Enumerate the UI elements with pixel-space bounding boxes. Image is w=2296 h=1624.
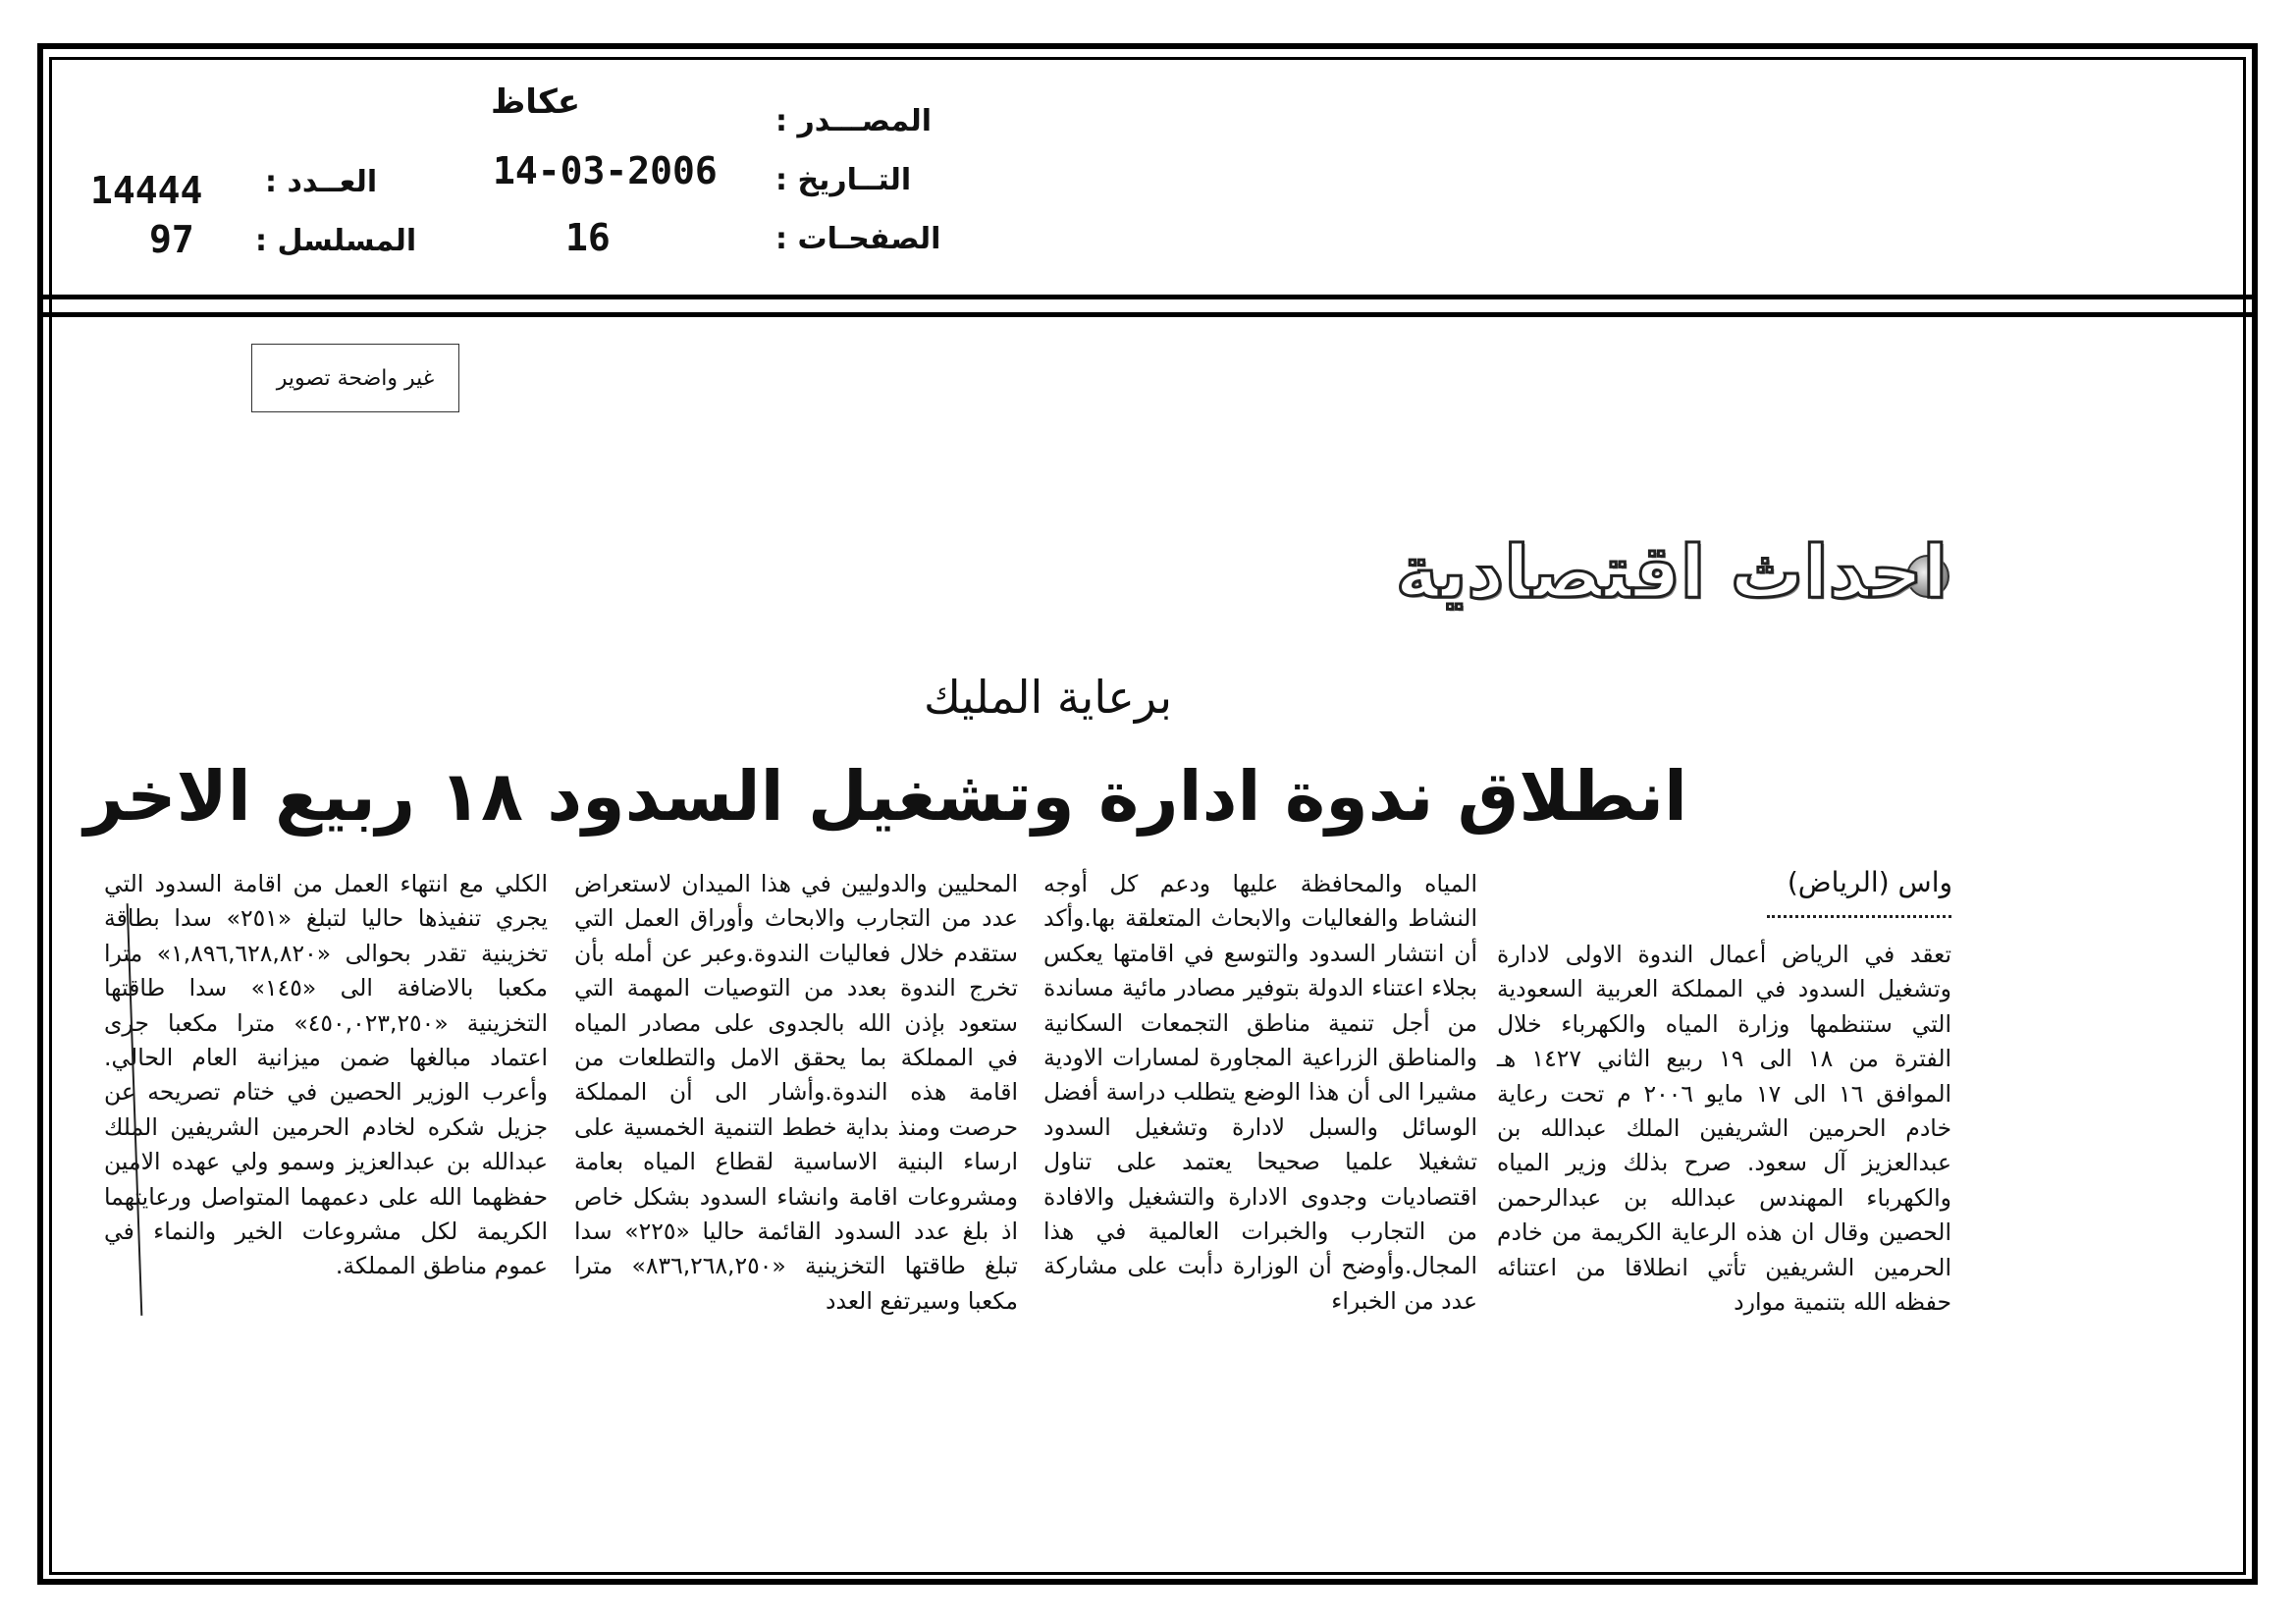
issue-value: 14444: [90, 169, 203, 212]
pages-value: 16: [565, 216, 611, 259]
article-column-1: [1497, 938, 1951, 1320]
section-title: احداث اقتصادية: [1395, 530, 1948, 615]
article-column-3: [574, 867, 1018, 1319]
article-kicker: برعاية المليك: [924, 671, 1172, 724]
pages-label: الصفحـات :: [775, 222, 941, 256]
serial-value: 97: [149, 218, 194, 261]
issue-label: العــدد :: [265, 165, 378, 199]
unclear-copy-stamp: غير واضحة تصوير: [251, 344, 459, 412]
article-column-2: [1043, 867, 1477, 1319]
column-1-text: تعقد في الرياض أعمال الندوة الاولى لادارة وتشغيل السدود في المملكة العربية السعودية التي ستنظمها وزارة المياه والكهرباء خلال الفترة من ١٨ الى ١٩ ربيع الثاني ١٤٢٧ هـ الموافق ١٦ الى ١٧ مايو ٢٠٠٦ م تحت رعاية خادم الحرمين الشريفين الملك عبدالله بن عبدالعزيز آل سعود. صرح بذلك وزير المياه والكهرباء المهندس عبدالله بن عبدالرحمن الحصين وقال ان هذه الرعاية الكريمة من خادم الحرمين الشريفين تأتي انطلاقا من اعتنائه حفظه الله بتنمية موارد: [1497, 941, 1952, 1317]
serial-label: المسلسل :: [255, 224, 417, 258]
date-value: 14-03-2006: [493, 149, 718, 192]
source-value: عكاظ: [491, 82, 581, 122]
header-divider-second: [37, 312, 2258, 317]
article-column-4: [104, 867, 548, 1284]
date-label: التــاريخ :: [775, 163, 912, 197]
column-3-text: المحليين والدوليين في هذا الميدان لاستعراض عدد من التجارب والابحاث وأوراق العمل التي ستقدم خلال فعاليات الندوة.وعبر عن أمله بأن تخرج الندوة بعدد من التوصيات المهمة التي ستعود بإذن الله بالجدوى على مصادر المياه في المملكة بما يحقق الامل والتطلعات من اقامة هذه الندوة.وأشار الى أن المملكة حرصت ومنذ بداية خطط التنمية الخمسية على ارساء البنية الاساسية لقطاع المياه بعامة ومشروعات اقامة وانشاء السدود بشكل خاص اذ بلغ عدد السدود القائمة حاليا «٢٢٥» سدا تبلغ طاقتها التخزينية «٨٣٦,٢٦٨,٢٥٠» مترا مكعبا وسيرتفع العدد: [574, 870, 1018, 1315]
article-headline: انطلاق ندوة ادارة وتشغيل السدود ١٨ ربيع الاخر: [83, 756, 1687, 837]
column-4-text: الكلي مع انتهاء العمل من اقامة السدود التي يجري تنفيذها حاليا لتبلغ «٢٥١» سدا بطاقة تخزينية تقدر بحوالى «١,٨٩٦,٦٢٨,٨٢٠» مترا مكعبا بالاضافة الى «١٤٥» سدا طاقتها التخزينية «٤٥٠,٠٢٣,٢٥٠» مترا مكعبا جرى اعتماد مبالغها ضمن ميزانية العام الحالي. وأعرب الوزير الحصين في ختام تصريحه عن جزيل شكره لخادم الحرمين الشريفين الملك عبدالله بن عبدالعزيز وسمو ولي عهده الامين حفظهما الله على دعمهما المتواصل ورعايتهما الكريمة لكل مشروعات الخير والنماء في عموم مناطق المملكة.: [104, 870, 548, 1280]
column-2-text: المياه والمحافظة عليها ودعم كل أوجه النشاط والفعاليات والابحاث المتعلقة بها.وأكد أن انتشار السدود والتوسع في اقامتها يعكس بجلاء اعتناء الدولة بتوفير مصادر مائية مساندة من أجل تنمية مناطق التجمعات السكانية والمناطق الزراعية المجاورة لمسارات الاودية مشيرا الى أن هذا الوضع يتطلب دراسة أفضل الوسائل والسبل لادارة وتشغيل السدود تشغيلا علميا صحيحا يعتمد على تناول اقتصاديات وجدوى الادارة والتشغيل والافادة من التجارب والخبرات العالمية في هذا المجال.وأوضح أن الوزارة دأبت على مشاركة عدد من الخبراء: [1043, 870, 1477, 1315]
dateline-dotted-rule: [1767, 915, 1951, 918]
header-divider: [37, 295, 2258, 299]
article-dateline: واس (الرياض): [1787, 866, 1952, 898]
source-label: المصـــدر :: [775, 104, 933, 138]
